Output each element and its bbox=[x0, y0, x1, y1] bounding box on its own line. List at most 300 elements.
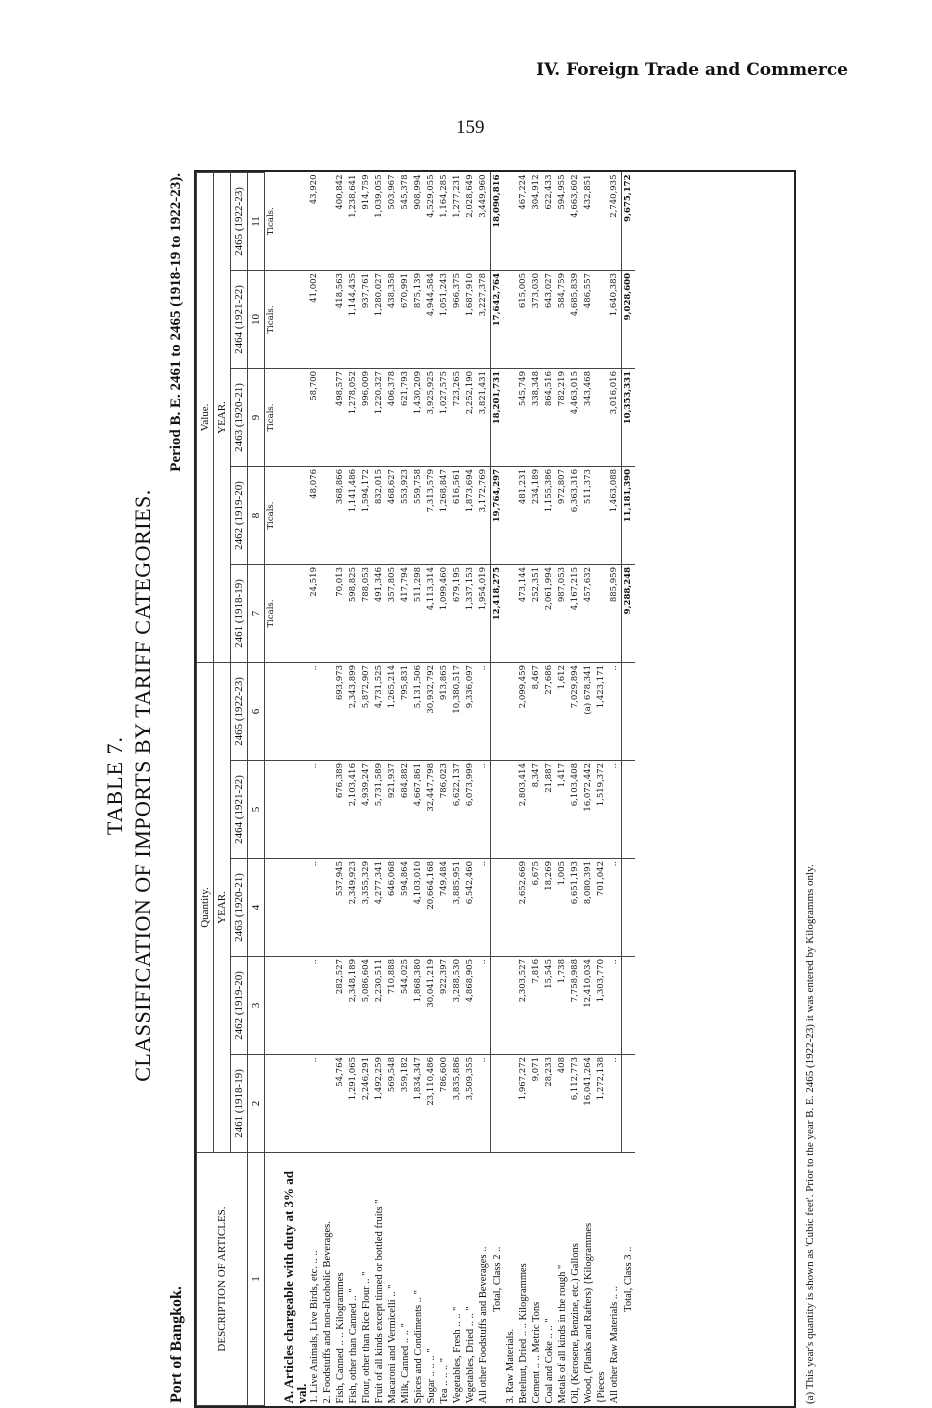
quantity-cell: 30,041,219 bbox=[425, 957, 438, 1055]
footnote: (a) This year's quantity is shown as 'Cubic feet'. Prior to the year B. E. 2465 (1922-23) it was entered by Kilogramms only. bbox=[804, 864, 816, 1404]
table-row bbox=[308, 173, 321, 1406]
quantity-cell: 2,099,459 bbox=[517, 663, 530, 761]
value-cell bbox=[504, 565, 517, 663]
table-row bbox=[399, 173, 412, 1406]
value-cell: 457,632 bbox=[582, 565, 595, 663]
value-cell: 559,758 bbox=[412, 467, 425, 565]
value-cell: 4,463,015 bbox=[569, 369, 582, 467]
quantity-cell: 2,246,291 bbox=[360, 1055, 373, 1153]
total-value: 9,288,248 bbox=[622, 565, 636, 663]
quantity-cell: 684,882 bbox=[399, 761, 412, 859]
quantity-cell: 749,484 bbox=[438, 859, 451, 957]
value-cell: 406,378 bbox=[386, 369, 399, 467]
value-cell: 2,740,935 bbox=[608, 173, 622, 271]
total-value: 10,353,331 bbox=[622, 369, 636, 467]
value-cell bbox=[321, 467, 334, 565]
table-title: TABLE 7. bbox=[102, 735, 127, 836]
quantity-cell: 1,272,138 bbox=[595, 1055, 608, 1153]
quantity-cell: 2,103,416 bbox=[347, 761, 360, 859]
value-cell bbox=[321, 369, 334, 467]
unit-label: Ticals. bbox=[265, 369, 279, 467]
value-cell: 343,468 bbox=[582, 369, 595, 467]
table-row bbox=[386, 173, 399, 1406]
table-body bbox=[265, 173, 636, 1406]
value-cell bbox=[504, 271, 517, 369]
table-row bbox=[321, 173, 334, 1406]
col-number: 2 bbox=[248, 1055, 265, 1153]
quantity-cell: 27,686 bbox=[543, 663, 556, 761]
year-header: 2462 (1919-20) bbox=[231, 467, 248, 565]
col-number: 1 bbox=[248, 1153, 265, 1406]
total-value: 19,764,297 bbox=[491, 467, 505, 565]
quantity-cell: 408 bbox=[556, 1055, 569, 1153]
chapter-header: IV. Foreign Trade and Commerce bbox=[536, 60, 848, 80]
value-cell: 438,358 bbox=[386, 271, 399, 369]
value-cell: 3,925,925 bbox=[425, 369, 438, 467]
table-row bbox=[504, 173, 517, 1406]
quantity-cell: 2,348,189 bbox=[347, 957, 360, 1055]
period-label: Period B. E. 2461 to 2465 (1918-19 to 1922-23). bbox=[168, 173, 184, 472]
quantity-cell: 1,005 bbox=[556, 859, 569, 957]
value-cell bbox=[595, 467, 608, 565]
article-label: All other Foodstuffs and Beverages .. bbox=[478, 1246, 489, 1404]
quantity-cell: 7,029,894 bbox=[569, 663, 582, 761]
quantity-cell: 6,622,137 bbox=[451, 761, 464, 859]
value-cell: 368,866 bbox=[334, 467, 347, 565]
value-cell: 972,807 bbox=[556, 467, 569, 565]
value-cell: 417,794 bbox=[399, 565, 412, 663]
col-number: 9 bbox=[248, 369, 265, 467]
quantity-cell: (a) 678,341 bbox=[582, 663, 595, 761]
total-row bbox=[622, 173, 636, 1406]
quantity-cell: 10,380,517 bbox=[451, 663, 464, 761]
value-cell: 545,749 bbox=[517, 369, 530, 467]
value-cell: 621,793 bbox=[399, 369, 412, 467]
year-header: 2462 (1919-20) bbox=[231, 957, 248, 1055]
year-header: 2463 (1920-21) bbox=[231, 859, 248, 957]
quantity-cell: 693,973 bbox=[334, 663, 347, 761]
article-label: Metals of all kinds in the rough " bbox=[557, 1264, 568, 1404]
quantity-cell: 4,277,341 bbox=[373, 859, 386, 957]
value-cell bbox=[595, 565, 608, 663]
quantity-cell: 15,545 bbox=[543, 957, 556, 1055]
quantity-cell: 16,072,442 bbox=[582, 761, 595, 859]
col-number: 11 bbox=[248, 173, 265, 271]
value-cell: 832,015 bbox=[373, 467, 386, 565]
table-row bbox=[412, 173, 425, 1406]
article-label: Wood, (Planks and Rafters) {Kilogrammes bbox=[583, 1222, 594, 1404]
quantity-cell: 646,068 bbox=[386, 859, 399, 957]
article-label: All other Raw Materials .. .. bbox=[609, 1285, 620, 1404]
value-cell: 670,991 bbox=[399, 271, 412, 369]
quantity-cell: 1,492,259 bbox=[373, 1055, 386, 1153]
total-value: 12,418,275 bbox=[491, 565, 505, 663]
article-label: Cement .. .. Metric Tons bbox=[531, 1301, 542, 1404]
value-cell bbox=[595, 173, 608, 271]
quantity-cell: 20,664,168 bbox=[425, 859, 438, 957]
quantity-cell: 3,509,355 bbox=[464, 1055, 477, 1153]
quantity-cell: 1,868,380 bbox=[412, 957, 425, 1055]
quantity-cell bbox=[321, 761, 334, 859]
quantity-cell: 569,548 bbox=[386, 1055, 399, 1153]
quantity-cell: 3,835,886 bbox=[451, 1055, 464, 1153]
value-cell: 41,002 bbox=[308, 271, 321, 369]
quantity-cell: 8,467 bbox=[530, 663, 543, 761]
value-cell: 1,164,285 bbox=[438, 173, 451, 271]
total-value: 18,201,731 bbox=[491, 369, 505, 467]
value-cell: 252,351 bbox=[530, 565, 543, 663]
unit-label: Ticals. bbox=[265, 565, 279, 663]
quantity-cell: 921,937 bbox=[386, 761, 399, 859]
quantity-cell: 3,355,329 bbox=[360, 859, 373, 957]
value-cell: 467,224 bbox=[517, 173, 530, 271]
quantity-cell: .. bbox=[308, 1055, 321, 1153]
article-label: Fish, Canned .. .. Kilogrammes bbox=[335, 1272, 346, 1404]
value-cell: 1,268,847 bbox=[438, 467, 451, 565]
quantity-cell: .. bbox=[608, 761, 622, 859]
quantity-cell: 282,527 bbox=[334, 957, 347, 1055]
quantity-cell: 16,041,264 bbox=[582, 1055, 595, 1153]
article-label: 1. Live Animals, Live Birds, etc. .. .. bbox=[309, 1250, 320, 1404]
article-label: Spices and Condiments .. " bbox=[413, 1290, 424, 1404]
quantity-cell: 12,410,034 bbox=[582, 957, 595, 1055]
quantity-cell: 1,834,347 bbox=[412, 1055, 425, 1153]
value-cell: 966,375 bbox=[451, 271, 464, 369]
quantity-cell: 54,764 bbox=[334, 1055, 347, 1153]
value-cell: 24,519 bbox=[308, 565, 321, 663]
quantity-cell: 594,864 bbox=[399, 859, 412, 957]
quantity-cell: 2,349,923 bbox=[347, 859, 360, 957]
value-cell: 1,430,209 bbox=[412, 369, 425, 467]
value-cell: 4,685,839 bbox=[569, 271, 582, 369]
quantity-cell bbox=[504, 859, 517, 957]
value-cell: 616,561 bbox=[451, 467, 464, 565]
quantity-cell: 1,612 bbox=[556, 663, 569, 761]
table-row bbox=[464, 173, 477, 1406]
quantity-cell: 795,831 bbox=[399, 663, 412, 761]
value-cell: 1,277,231 bbox=[451, 173, 464, 271]
value-cell: 996,009 bbox=[360, 369, 373, 467]
value-cell: 7,313,579 bbox=[425, 467, 438, 565]
value-cell: 1,278,052 bbox=[347, 369, 360, 467]
year-header: 2465 (1922-23) bbox=[231, 173, 248, 271]
quantity-cell: 18,269 bbox=[543, 859, 556, 957]
year-header: 2465 (1922-23) bbox=[231, 663, 248, 761]
value-cell: 4,944,584 bbox=[425, 271, 438, 369]
article-label: 3. Raw Materials. bbox=[505, 1328, 516, 1404]
value-cell: 491,346 bbox=[373, 565, 386, 663]
quantity-cell: 1,738 bbox=[556, 957, 569, 1055]
table-row bbox=[608, 173, 622, 1406]
quantity-cell: 6,675 bbox=[530, 859, 543, 957]
quantity-cell: .. bbox=[477, 663, 491, 761]
table-row bbox=[556, 173, 569, 1406]
desc-header: DESCRIPTION OF ARTICLES. bbox=[197, 1153, 248, 1406]
table-row bbox=[334, 173, 347, 1406]
value-cell: 400,842 bbox=[334, 173, 347, 271]
value-cell: 70,013 bbox=[334, 565, 347, 663]
table-row bbox=[543, 173, 556, 1406]
col-number: 10 bbox=[248, 271, 265, 369]
quantity-cell: 30,932,792 bbox=[425, 663, 438, 761]
article-label: Coal and Coke .. .. " bbox=[544, 1318, 555, 1404]
total-value: 18,090,816 bbox=[491, 173, 505, 271]
quantity-cell: 710,888 bbox=[386, 957, 399, 1055]
value-cell: 511,298 bbox=[412, 565, 425, 663]
article-label: Macaroni and Vermicelli .. " bbox=[387, 1284, 398, 1404]
value-cell: 782,219 bbox=[556, 369, 569, 467]
article-label: Oil, (Kerosene, Benzine, etc.) Gallons bbox=[570, 1243, 581, 1404]
year-header: 2461 (1918-19) bbox=[231, 565, 248, 663]
value-cell: 1,640,383 bbox=[608, 271, 622, 369]
quantity-cell: 4,939,247 bbox=[360, 761, 373, 859]
port-label: Port of Bangkok. bbox=[168, 1286, 185, 1403]
quantity-year-header: YEAR. bbox=[214, 663, 231, 1153]
total-value: 11,181,390 bbox=[622, 467, 636, 565]
quantity-cell bbox=[321, 859, 334, 957]
quantity-cell: 913,865 bbox=[438, 663, 451, 761]
col-number: 4 bbox=[248, 859, 265, 957]
value-cell: 3,227,378 bbox=[477, 271, 491, 369]
value-cell: 1,220,327 bbox=[373, 369, 386, 467]
table-row bbox=[477, 173, 491, 1406]
value-cell bbox=[595, 369, 608, 467]
quantity-cell: 3,288,530 bbox=[451, 957, 464, 1055]
quantity-cell: .. bbox=[477, 1055, 491, 1153]
quantity-cell: 23,110,486 bbox=[425, 1055, 438, 1153]
quantity-cell: 359,182 bbox=[399, 1055, 412, 1153]
quantity-cell: .. bbox=[308, 761, 321, 859]
table-subtitle: CLASSIFICATION OF IMPORTS BY TARIFF CATEGORIES. bbox=[130, 489, 155, 1082]
quantity-cell: 8,080,391 bbox=[582, 859, 595, 957]
value-cell: 1,027,575 bbox=[438, 369, 451, 467]
value-cell bbox=[321, 565, 334, 663]
quantity-cell: .. bbox=[308, 663, 321, 761]
value-cell: 553,923 bbox=[399, 467, 412, 565]
quantity-cell: .. bbox=[477, 761, 491, 859]
value-cell: 788,053 bbox=[360, 565, 373, 663]
quantity-cell: .. bbox=[308, 859, 321, 957]
year-header: 2464 (1921-22) bbox=[231, 271, 248, 369]
imports-table bbox=[196, 172, 635, 1406]
table-row bbox=[582, 173, 595, 1406]
quantity-cell: 5,131,506 bbox=[412, 663, 425, 761]
value-year-header: YEAR. bbox=[214, 173, 231, 663]
quantity-cell: 544,025 bbox=[399, 957, 412, 1055]
unit-label: Ticals. bbox=[265, 173, 279, 271]
quantity-cell: 2,230,511 bbox=[373, 957, 386, 1055]
rotated-table-page bbox=[82, 163, 857, 1408]
article-label: Milk, Canned .. .. " bbox=[400, 1323, 411, 1404]
quantity-cell: .. bbox=[308, 957, 321, 1055]
quantity-cell bbox=[321, 1055, 334, 1153]
quantity-cell: 2,343,899 bbox=[347, 663, 360, 761]
value-cell: 598,825 bbox=[347, 565, 360, 663]
value-cell: 937,761 bbox=[360, 271, 373, 369]
value-cell: 43,920 bbox=[308, 173, 321, 271]
value-cell: 1,141,486 bbox=[347, 467, 360, 565]
quantity-cell: 5,872,907 bbox=[360, 663, 373, 761]
quantity-cell: 922,397 bbox=[438, 957, 451, 1055]
value-cell: 1,337,153 bbox=[464, 565, 477, 663]
quantity-cell bbox=[504, 663, 517, 761]
total-label: Total, Class 3 .. bbox=[622, 1246, 634, 1312]
value-cell: 615,005 bbox=[517, 271, 530, 369]
quantity-cell: 1,519,372 bbox=[595, 761, 608, 859]
quantity-cell: 3,885,951 bbox=[451, 859, 464, 957]
value-cell: 4,663,602 bbox=[569, 173, 582, 271]
article-label: Tea .. .. .. " bbox=[439, 1357, 450, 1404]
value-cell: 1,039,055 bbox=[373, 173, 386, 271]
value-cell: 58,700 bbox=[308, 369, 321, 467]
value-cell bbox=[504, 369, 517, 467]
quantity-cell: .. bbox=[608, 1055, 622, 1153]
total-value: 9,675,172 bbox=[622, 173, 636, 271]
value-cell: 473,144 bbox=[517, 565, 530, 663]
quantity-cell: 2,652,669 bbox=[517, 859, 530, 957]
quantity-cell: 4,731,525 bbox=[373, 663, 386, 761]
quantity-cell bbox=[321, 957, 334, 1055]
value-cell bbox=[504, 173, 517, 271]
quantity-cell: 2,803,414 bbox=[517, 761, 530, 859]
table-row bbox=[347, 173, 360, 1406]
quantity-cell: 32,447,798 bbox=[425, 761, 438, 859]
value-cell: 6,363,316 bbox=[569, 467, 582, 565]
table-row bbox=[425, 173, 438, 1406]
table-row bbox=[517, 173, 530, 1406]
table-row bbox=[569, 173, 582, 1406]
article-label: Fish, other than Canned .. " bbox=[348, 1288, 359, 1404]
value-cell: 594,955 bbox=[556, 173, 569, 271]
quantity-cell bbox=[504, 957, 517, 1055]
value-cell: 1,155,386 bbox=[543, 467, 556, 565]
value-cell: 48,076 bbox=[308, 467, 321, 565]
total-row bbox=[491, 173, 505, 1406]
year-header: 2464 (1921-22) bbox=[231, 761, 248, 859]
value-cell: 357,805 bbox=[386, 565, 399, 663]
quantity-cell: 6,112,773 bbox=[569, 1055, 582, 1153]
quantity-cell: .. bbox=[477, 957, 491, 1055]
total-value: 17,642,764 bbox=[491, 271, 505, 369]
article-label: 2. Foodstuffs and non-alcoholic Beverages. bbox=[322, 1221, 333, 1404]
value-cell: 2,061,994 bbox=[543, 565, 556, 663]
value-cell: 234,189 bbox=[530, 467, 543, 565]
value-cell bbox=[321, 173, 334, 271]
value-cell: 643,027 bbox=[543, 271, 556, 369]
quantity-cell bbox=[321, 663, 334, 761]
quantity-cell: 6,103,408 bbox=[569, 761, 582, 859]
quantity-cell: 21,887 bbox=[543, 761, 556, 859]
value-cell: 987,053 bbox=[556, 565, 569, 663]
value-cell: 914,759 bbox=[360, 173, 373, 271]
quantity-cell: 4,667,861 bbox=[412, 761, 425, 859]
table-frame bbox=[194, 170, 796, 1408]
quantity-cell: 5,731,589 bbox=[373, 761, 386, 859]
value-cell: 1,099,460 bbox=[438, 565, 451, 663]
value-cell: 432,851 bbox=[582, 173, 595, 271]
quantity-cell bbox=[504, 761, 517, 859]
value-header: Value. bbox=[197, 173, 214, 663]
value-cell: 3,172,769 bbox=[477, 467, 491, 565]
quantity-cell: 2,303,527 bbox=[517, 957, 530, 1055]
value-cell: 486,557 bbox=[582, 271, 595, 369]
value-cell: 304,912 bbox=[530, 173, 543, 271]
quantity-cell: .. bbox=[477, 859, 491, 957]
quantity-cell: 9,071 bbox=[530, 1055, 543, 1153]
col-number: 3 bbox=[248, 957, 265, 1055]
quantity-cell: 701,042 bbox=[595, 859, 608, 957]
table-row bbox=[530, 173, 543, 1406]
value-cell: 1,051,243 bbox=[438, 271, 451, 369]
value-cell: 679,195 bbox=[451, 565, 464, 663]
section-row bbox=[278, 173, 308, 1406]
value-cell: 584,759 bbox=[556, 271, 569, 369]
page-number: 159 bbox=[456, 117, 485, 138]
value-cell: 338,348 bbox=[530, 369, 543, 467]
quantity-cell: 7,816 bbox=[530, 957, 543, 1055]
value-cell: 1,873,694 bbox=[464, 467, 477, 565]
value-cell: 875,139 bbox=[412, 271, 425, 369]
value-cell bbox=[595, 271, 608, 369]
col-number: 6 bbox=[248, 663, 265, 761]
value-cell: 468,627 bbox=[386, 467, 399, 565]
quantity-cell: 4,103,010 bbox=[412, 859, 425, 957]
table-row bbox=[451, 173, 464, 1406]
col-number: 5 bbox=[248, 761, 265, 859]
quantity-cell: 9,336,097 bbox=[464, 663, 477, 761]
value-cell: 1,954,019 bbox=[477, 565, 491, 663]
article-label: Fruit of all kinds except tinned or bottled fruits " bbox=[374, 1199, 385, 1404]
table-row bbox=[595, 173, 608, 1406]
value-cell: 1,687,910 bbox=[464, 271, 477, 369]
value-cell: 418,563 bbox=[334, 271, 347, 369]
quantity-cell: 786,023 bbox=[438, 761, 451, 859]
quantity-cell: 8,347 bbox=[530, 761, 543, 859]
article-label: Betelnut, Dried .. .. Kilogrammes bbox=[518, 1263, 529, 1404]
value-cell: 3,821,431 bbox=[477, 369, 491, 467]
value-cell: 4,113,314 bbox=[425, 565, 438, 663]
value-cell: 885,959 bbox=[608, 565, 622, 663]
value-cell: 1,280,027 bbox=[373, 271, 386, 369]
table-row bbox=[360, 173, 373, 1406]
quantity-cell: 1,967,272 bbox=[517, 1055, 530, 1153]
quantity-cell: .. bbox=[608, 957, 622, 1055]
quantity-cell: 5,086,604 bbox=[360, 957, 373, 1055]
value-cell: 511,373 bbox=[582, 467, 595, 565]
value-cell: 3,449,960 bbox=[477, 173, 491, 271]
value-cell: 1,238,641 bbox=[347, 173, 360, 271]
value-cell: 908,994 bbox=[412, 173, 425, 271]
quantity-cell: .. bbox=[608, 859, 622, 957]
quantity-cell: 1,423,171 bbox=[595, 663, 608, 761]
unit-label: Ticals. bbox=[265, 467, 279, 565]
value-cell: 1,594,172 bbox=[360, 467, 373, 565]
col-number: 8 bbox=[248, 467, 265, 565]
quantity-cell: 6,651,193 bbox=[569, 859, 582, 957]
section-label: A. Articles chargeable with duty at 3% ad val. bbox=[281, 1170, 309, 1404]
year-header: 2461 (1918-19) bbox=[231, 1055, 248, 1153]
quantity-cell: 6,542,460 bbox=[464, 859, 477, 957]
quantity-cell: 6,073,999 bbox=[464, 761, 477, 859]
value-cell: 4,167,215 bbox=[569, 565, 582, 663]
value-cell: 1,463,088 bbox=[608, 467, 622, 565]
quantity-cell: 1,303,770 bbox=[595, 957, 608, 1055]
article-label: {Pieces bbox=[596, 1371, 607, 1404]
quantity-cell: 1,265,214 bbox=[386, 663, 399, 761]
value-cell bbox=[321, 271, 334, 369]
article-label: Sugar .. .. .. " bbox=[426, 1348, 437, 1404]
quantity-cell: 4,868,905 bbox=[464, 957, 477, 1055]
